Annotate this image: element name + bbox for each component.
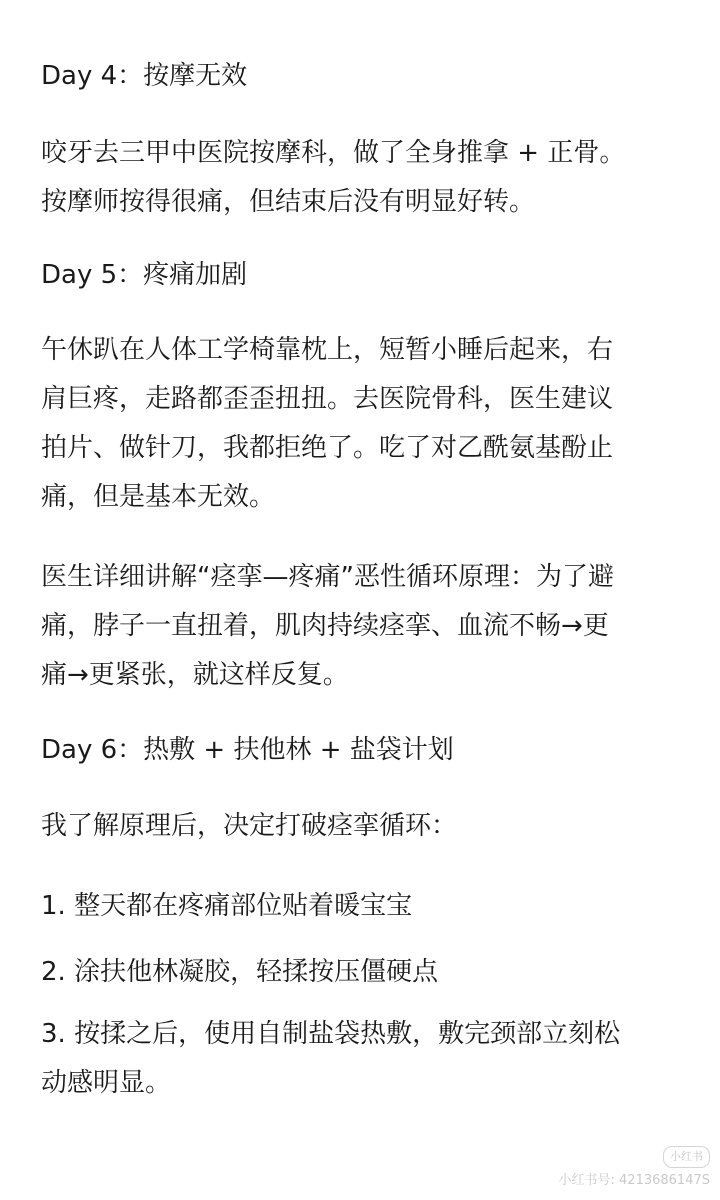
text-line: 咬牙去三甲中医院按摩科，做了全身推拿 + 正骨。: [41, 138, 626, 168]
day4-paragraph: [41, 133, 625, 222]
text-line: 医生详细讲解“痉挛—疼痛”恶性循环原理：为了避: [41, 562, 614, 592]
text-line: 痛，脖子一直扭着，肌肉持续痉挛、血流不畅→更: [41, 611, 609, 641]
watermark-id: 小红书号: 4213686147S: [558, 1173, 710, 1188]
text-line: 痛，但是基本无效。: [41, 482, 276, 512]
day5-paragraph-2: [41, 557, 614, 695]
watermark-logo: 小红书: [663, 1146, 710, 1168]
text-line: 痛→更紧张，就这样反复。: [41, 660, 349, 690]
text-line: 肩巨疼，走路都歪歪扭扭。去医院骨科，医生建议: [41, 384, 614, 414]
text-line: 拍片、做针刀，我都拒绝了。吃了对乙酰氨基酚止: [41, 433, 614, 463]
list-item-3: [41, 1014, 620, 1103]
list-item-2: 2. 涂扶他林凝胶，轻揉按压僵硬点: [41, 957, 439, 987]
day5-paragraph-1: [41, 330, 613, 517]
text-line: 动感明显。: [41, 1068, 172, 1098]
list-item-1: 1. 整天都在疼痛部位贴着暖宝宝: [41, 891, 413, 921]
text-line: 3. 按揉之后，使用自制盐袋热敷，敷完颈部立刻松: [41, 1019, 621, 1049]
day6-heading: Day 6：热敷 + 扶他林 + 盐袋计划: [41, 735, 454, 765]
day4-heading: Day 4：按摩无效: [41, 61, 248, 91]
day5-heading: Day 5：疼痛加剧: [41, 260, 248, 290]
text-line: 午休趴在人体工学椅靠枕上，短暂小睡后起来，右: [41, 335, 614, 365]
text-line: 按摩师按得很痛，但结束后没有明显好转。: [41, 187, 536, 217]
watermark: [559, 1146, 710, 1190]
day6-intro: 我了解原理后，决定打破痉挛循环：: [41, 811, 458, 841]
